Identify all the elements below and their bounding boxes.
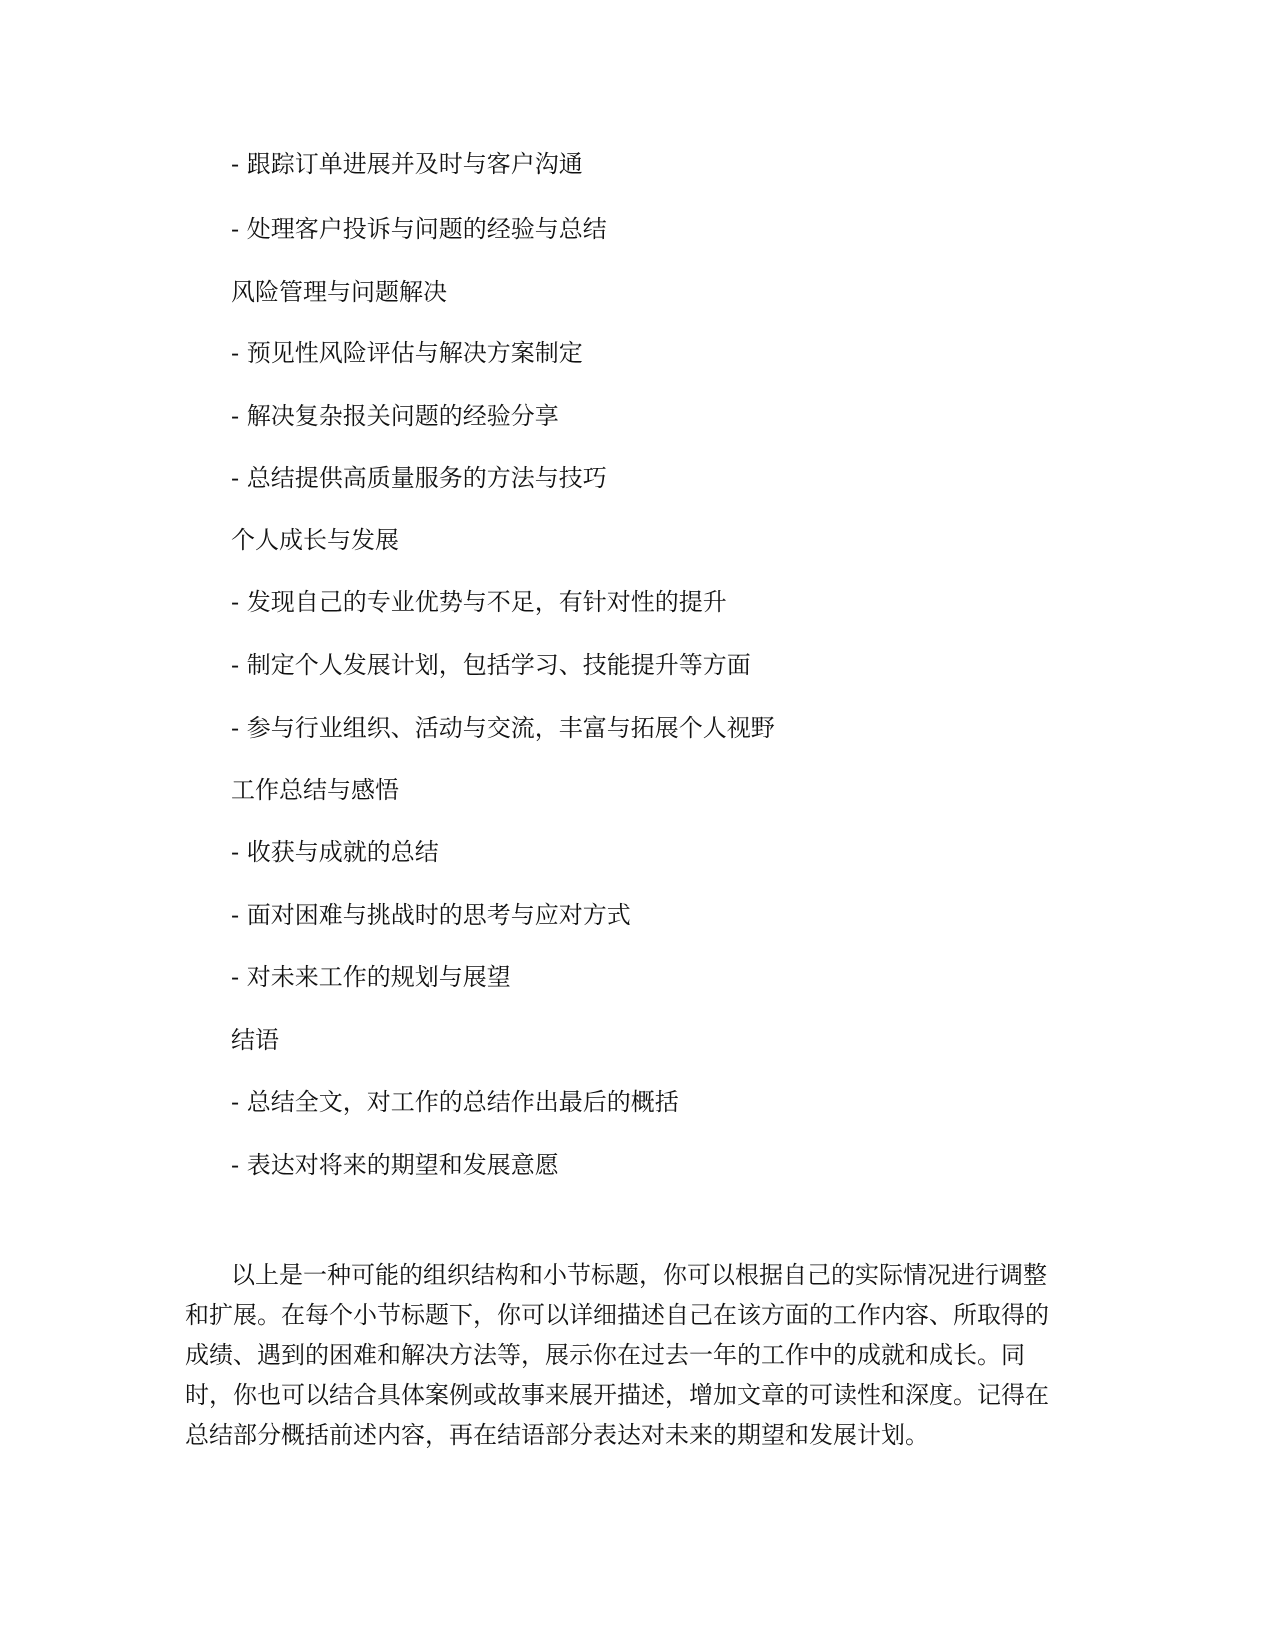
- section-heading-risk: 风险管理与问题解决: [231, 278, 447, 306]
- list-item-quality-service: - 总结提供高质量服务的方法与技巧: [231, 464, 607, 492]
- list-item-complaints: - 处理客户投诉与问题的经验与总结: [231, 215, 607, 243]
- paragraph-line: 时，你也可以结合具体案例或故事来展开描述，增加文章的可读性和深度。记得在: [185, 1381, 1049, 1409]
- list-item-development-plan: - 制定个人发展计划，包括学习、技能提升等方面: [231, 651, 751, 679]
- list-item-achievements: - 收获与成就的总结: [231, 838, 439, 866]
- list-item-summary: - 总结全文，对工作的总结作出最后的概括: [231, 1088, 679, 1116]
- paragraph-line: 总结部分概括前述内容，再在结语部分表达对未来的期望和发展计划。: [185, 1421, 929, 1449]
- section-heading-growth: 个人成长与发展: [231, 526, 399, 554]
- list-item-customs-issues: - 解决复杂报关问题的经验分享: [231, 402, 559, 430]
- paragraph-line: 和扩展。在每个小节标题下，你可以详细描述自己在该方面的工作内容、所取得的: [185, 1301, 1049, 1329]
- list-item-risk-assessment: - 预见性风险评估与解决方案制定: [231, 339, 583, 367]
- list-item-future-plan: - 对未来工作的规划与展望: [231, 963, 511, 991]
- list-item-track-orders: - 跟踪订单进展并及时与客户沟通: [231, 150, 583, 178]
- list-item-expectations: - 表达对将来的期望和发展意愿: [231, 1151, 559, 1179]
- list-item-strengths: - 发现自己的专业优势与不足，有针对性的提升: [231, 588, 727, 616]
- list-item-industry: - 参与行业组织、活动与交流，丰富与拓展个人视野: [231, 714, 775, 742]
- paragraph-line: 以上是一种可能的组织结构和小节标题，你可以根据自己的实际情况进行调整: [231, 1261, 1047, 1289]
- closing-paragraph: [185, 1255, 1085, 1455]
- paragraph-line: 成绩、遇到的困难和解决方法等，展示你在过去一年的工作中的成就和成长。同: [185, 1341, 1025, 1369]
- list-item-challenges: - 面对困难与挑战时的思考与应对方式: [231, 901, 631, 929]
- section-heading-conclusion: 结语: [231, 1026, 279, 1054]
- section-heading-reflection: 工作总结与感悟: [231, 776, 399, 804]
